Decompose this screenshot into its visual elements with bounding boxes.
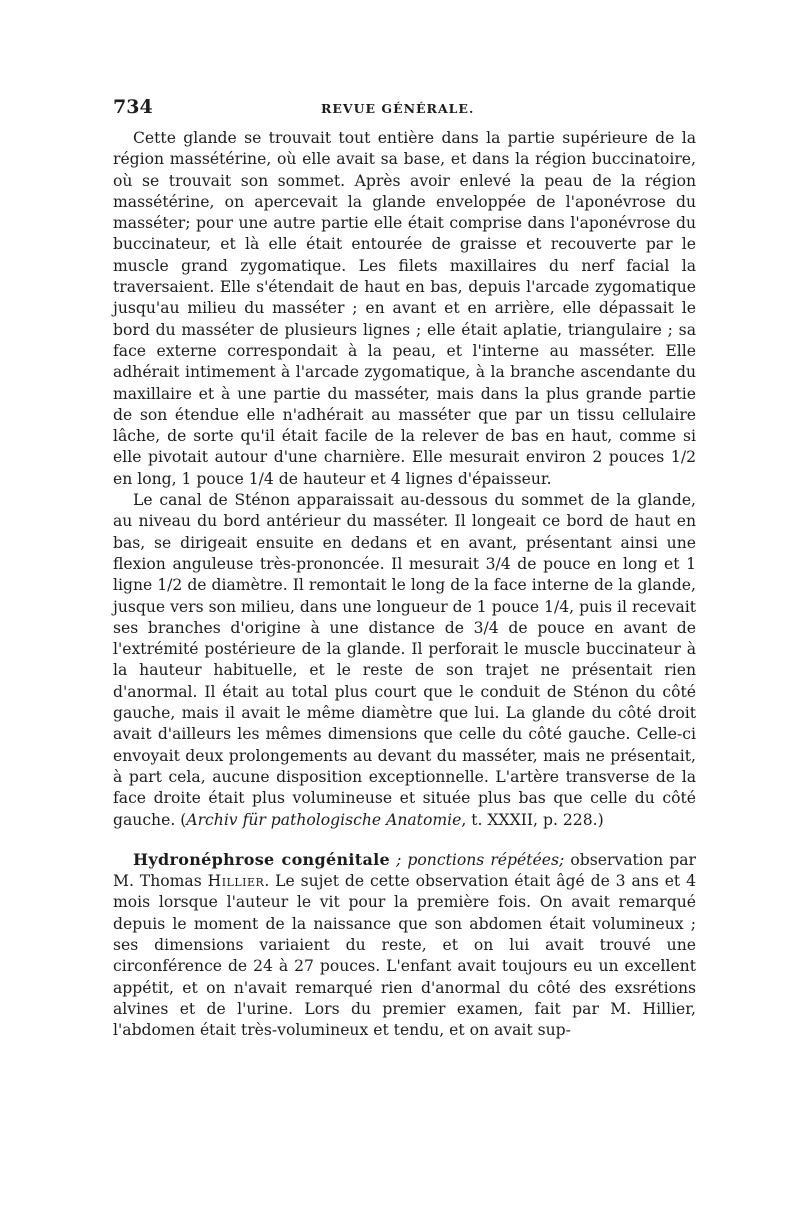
section-subtitle: ; ponctions répétées;	[389, 850, 565, 869]
author-name: Hillier	[207, 872, 265, 891]
running-title: REVUE GÉNÉRALE.	[321, 101, 475, 116]
paragraph-stenon-text: Le canal de Sténon apparaissait au-dessous du sommet de la glande, au niveau du bord antérieur du masséter. Il longeait ce bord de haut en bas, se dirigeait ensuite en dedans et en avant, présentant ainsi une flexion anguleuse très-prononcée. Il mesurait 3/4 de pouce en long et 1 ligne 1/2 de diamètre. Il remontait le long de la face interne de la glande, jusque vers son milieu, dans une longueur de 1 pouce 1/4, puis il recevait ses branches d'origine à une distance de 3/4 de pouce en avant de l'extrémité postérieure de la glande. Il perforait le muscle buccinateur à la hauteur habituelle, et le reste de son trajet ne présentait rien d'anormal. Il était au total plus court que le conduit de Sténon du côté gauche, mais il avait le même diamètre que lui. La glande du côté droit avait d'ailleurs les mêmes dimensions que celle du côté gauche. Celle-ci envoyait deux prolongements au devant du masséter, mais ne présentait, à part cela, aucune disposition exceptionnelle. L'artère transverse de la face droite était plus volumineuse et située plus bas que celle du côté gauche. (	[113, 491, 696, 829]
citation-reference: , t. XXXII, p. 228.)	[461, 810, 604, 829]
observation-text: . Le sujet de cette observation était âgé de 3 ans et 4 mois lorsque l'auteur le vit pour la première fois. On avait remarqué depuis le moment de la naissance que son abdomen était volumineux ; ses dimensions variaient du reste, et on lui avait trouvé une circonférence de 24 à 27 pouces. L'enfant avait toujours eu un excellent appétit, et on n'avait remarqué rien d'anormal du côté des exsrétions alvines et de l'urine. Lors du premier examen, fait par M. Hillier, l'abdomen était très-volumineux et tendu, et on avait sup-	[113, 872, 696, 1040]
page-number: 734	[113, 96, 153, 118]
page-header	[113, 96, 696, 120]
section-title: Hydronéphrose congénitale	[133, 849, 390, 869]
article-body	[113, 128, 696, 1041]
observation-intro: observation par M. Thomas	[113, 850, 696, 891]
paragraph-stenon-canal	[113, 490, 696, 831]
journal-citation: Archiv für pathologische Anatomie	[186, 810, 462, 829]
paragraph-hydronephrosis	[113, 849, 696, 1042]
paragraph-gland-description: Cette glande se trouvait tout entière dans la partie supérieure de la région massétérine, où elle avait sa base, et dans la région buccinatoire, où se trouvait son sommet. Après avoir enlevé la peau de la région massétérine, on apercevait la glande enveloppée de l'aponévrose du masséter; pour une autre partie elle était comprise dans l'aponévrose du buccinateur, et là elle était entourée de graisse et recouverte par le muscle grand zygomatique. Les filets maxillaires du nerf facial la traversaient. Elle s'étendait de haut en bas, depuis l'arcade zygomatique jusqu'au milieu du masséter ; en avant et en arrière, elle dépassait le bord du masséter de plusieurs lignes ; elle était aplatie, triangulaire ; sa face externe correspondait à la peau, et l'interne au masséter. Elle adhérait intimement à l'arcade zygomatique, à la branche ascendante du maxillaire et à une partie du masséter, mais dans la plus grande partie de son étendue elle n'adhérait au masséter que par un tissu cellulaire lâche, de sorte qu'il était facile de la relever de bas en haut, comme si elle pivotait autour d'une charnière. Elle mesurait environ 2 pouces 1/2 en long, 1 pouce 1/4 de hauteur et 4 lignes d'épaisseur.	[113, 129, 696, 488]
